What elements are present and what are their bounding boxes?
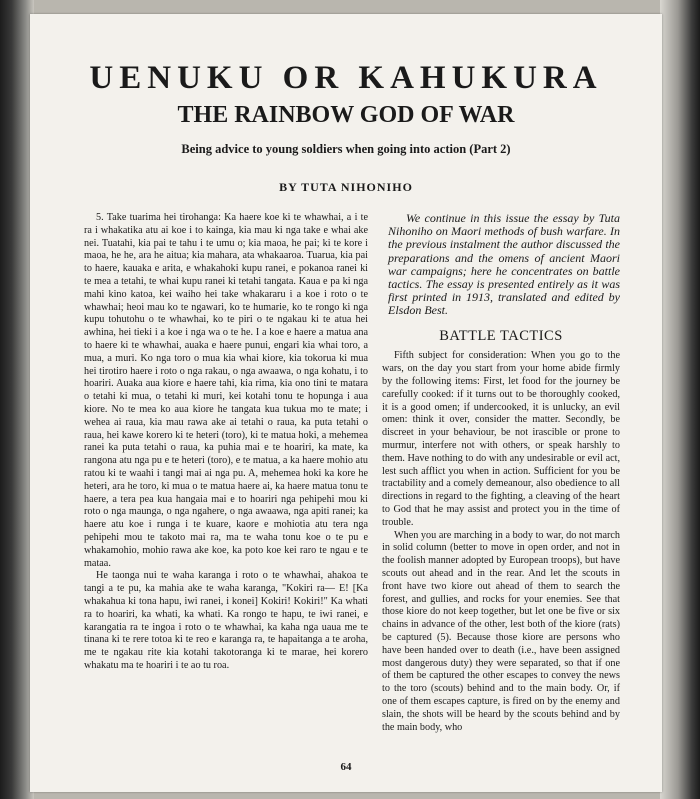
editorial-intro: We continue in this issue the essay by Tuta Nihoniho on Maori methods of bush warfare. In the previous instalment the author discussed the preparations and the omens of ancient Maori war campaigns; here he concentrates on battle tactics. The essay is presented entirely as it was first printed in 1913, translated and edited by Elsdon Best. [388,211,620,318]
article-title: UENUKU OR KAHUKURA [89,60,603,96]
maori-paragraph-2: He taonga nui te waha karanga i roto o te whawhai, ahakoa te tangi a te pu, ka mahia ake te waha karanga, "Kokiri ra— E! [Ka whakahua ki tona hapu, iwi ranei, i konei] Kokiri! Kokiri!" Ka whati ra to hoariri, ka whati, ka whati. Ka rongo te hapu, te iwi ranei, e karangatia ra te ingoa i roto o te whawhai, ka kaha nga uaua me te tinana ki te rere totoa ki te reo e karanga ra, te hapaitanga a te aroha, me te ngakau rite kia kotahi takotoranga ki te marae, hei korero whakatu ma te hoariri i te ao tu roa. [84,570,368,671]
maori-paragraph-1: 5. Take tuarima hei tirohanga: Ka haere koe ki te whawhai, a i te ra i whakatika atu ai koe i to kainga, kia mau ki nga take e whai ake nei. Tuatahi, kia pai te tahu i te umu o; kia maoa, he pai; ki te kore i maoa, he he, ara he aitua; kia mahara, ata whakaaroa. Tuarua, kia pai to haere, kauaka e arita, e whakahoki kupu ranei, e pokanoa ranei ki te mea a tetahi, te whai kupu ranei ki tetahi tangata. Kaua e pa ki nga mahi kino katoa, kei waiho hei take whakararu i a koe i roto o te whawhai; heoi mau ko te ngawari, ko te humarie, ko te rongo ki nga kupu tohutohu o te whawhai, ko te piri o te ngakau ki te atua hei awhina, hei tieki i a koe i nga wa o te he. I a koe e haere a matua ana to haere ki te whawhai, auaka e haere punui, engari kia whai toro, a mua, a muri. Ko nga toro o mua kia whai kiore, kia tokorua ki mua hei tirotiro haere i roto o nga rakau, o nga awaawa, o nga kohatu, i to hoariri. Auaka aua kiore e haere tahi, kia rima, kia ono tini te matara o tetahi ki mua, o tetahi ki muri, kei kotahi tonu te hopunga i aua kiore. No te mea ko aua kiore he tangata kua tukua mo te mate; i wehea ai raua, kia mau rawa ake ai tetahi o raua, ka puta tetahi o raua, hei kawe korero ki te heteri (toro), ki te matua hoki, a mehemea ranei ka puta tetahi o raua, ka puhia mai e te hoariri, ka mate, ka rangona atu nga pu e te heteri (toro), e te matua, a ka haere mohio atu ratou ki te waahi i tangi mai ai nga pu. A, mehemea hoki ka kore he heteri, ara he toro, ki mua o te matua haere ai, ka haere matua tonu te haere, a tera pea kua hangaia mai e to hoariri nga pehipehi mou ki roto o nga maunga, o nga ngahere, o nga awaawa, nga apiti ranei; ka haere atu koe i runga i te kuare, kaore e mohiotia atu tera nga pehipehi mou te takoto mai ra, ma te waha tonu koe o te pu e whakamohio, mohio rawa ake koe, ka poto koe kei raro te ngau e te mataa. [84,212,368,569]
article-deck: Being advice to young soldiers when going into action (Part 2) [181,142,511,156]
article-subtitle: THE RAINBOW GOD OF WAR [177,102,515,128]
english-paragraph-1: Fifth subject for consideration: When you go to the wars, on the day you start from your home abide firmly by the following items: First, let food for the journey be carefully cooked: if it turns out to be thoroughly cooked, it is a good omen; if undercooked, it is unlucky, an evil omen: think it over, consider the matter. Secondly, be discreet in your behaviour, be not irascible or prone to murmur, interfere not with others, or speak harshly to them. Have nothing to do with any undesirable or evil act, lest such afflict you when in action. Sufficient for you be tractability and a comely demeanour, also obedience to all directions in regard to the fighting, a cleaving of the heart to God that he may assist and protect you in the time of trouble. [382,350,620,528]
magazine-page [30,14,662,792]
left-column [84,212,368,673]
right-column [382,212,620,734]
section-heading: BATTLE TACTICS [439,327,563,344]
article-byline: BY TUTA NIHONIHO [279,180,413,194]
scan-right-edge [660,0,700,799]
page-number: 64 [340,761,352,773]
english-paragraph-2: When you are marching in a body to war, do not march in solid column (better to move in open order, and not in the foolish manner adopted by European troops), but have scouts out ahead and in the rear. And let the scouts in front have two kiore out ahead of them to search the forest, and gullies, and rocks for your enemies. See that those kiore do not keep together, but let one be five or six chains in advance of the other, lest both of the kiore (rats) be captured (5). Because those kiore are persons who have been handed over to death (i.e., have been assigned most dangerous duty) they were separated, so that if one of them be captured the other escapes to convey the news to the toro (scouts) behind and to the main body. Or, if one of them escapes capture, is fired on by the enemy and slain, the shots will be heard by the scouts behind and by the main body, who [382,529,620,733]
scan-left-edge [0,0,34,799]
